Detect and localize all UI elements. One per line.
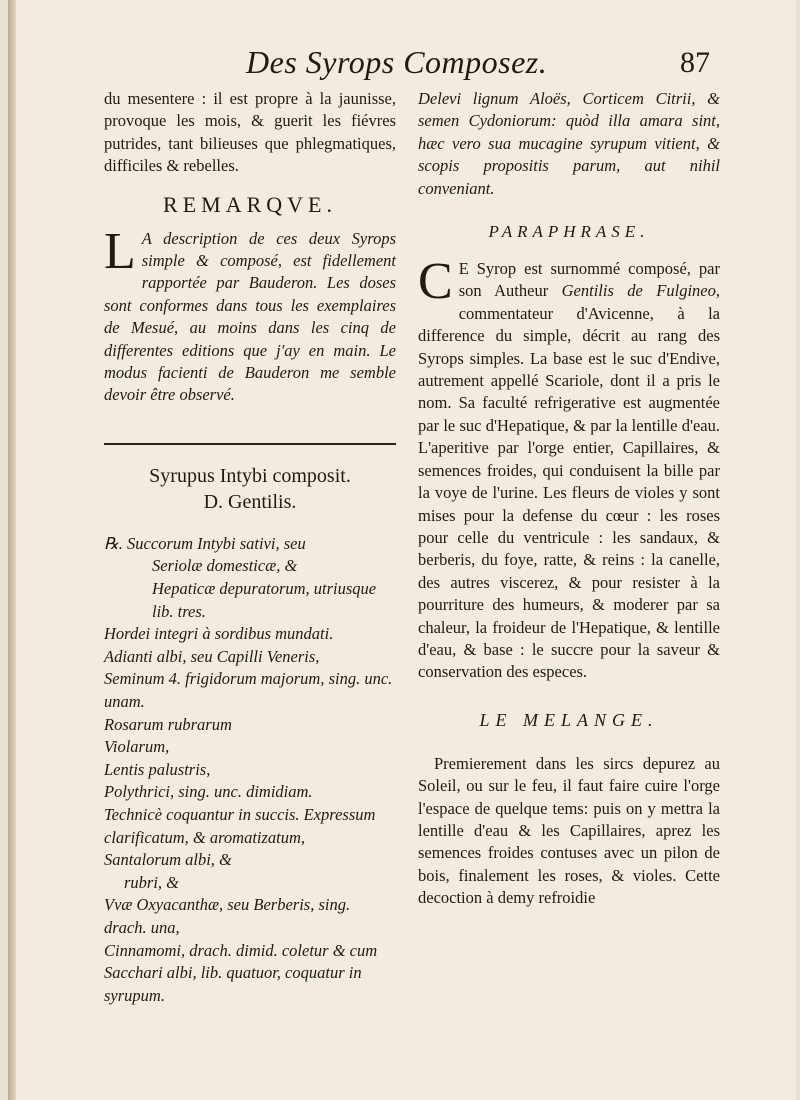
ingredient-line: Seminum 4. frigidorum majorum, sing. unc. unam. xyxy=(104,669,393,712)
ingredient-line: Hepaticæ depuratorum, utriusque lib. tres. xyxy=(152,579,377,621)
remarque-dropcap: L xyxy=(104,222,136,280)
ingredient-line: Adianti albi, seu Capilli Veneris, xyxy=(104,646,320,666)
ingredient-line: Seriolæ domesticæ, & xyxy=(152,556,298,576)
ingredient-line: Santalorum albi, & xyxy=(104,850,232,870)
remarque-text: A description de ces deux Syrops simple & composé, est fidellement rapportée par Bauderon. Les doses sont conformes dans tous les exemplaires de Mesué, au moins dans les cinq de differentes editions que j'ay en main. Le modus facienti de Bauderon me semble devoir être observé. xyxy=(104,228,396,405)
ingredient-line: ℞. Succorum Intybi sativi, seu xyxy=(104,533,306,553)
paraphrase-body: , commentateur d'Avicenne, à la difference du simple, décrit au rang des Syrops simples. La base est le suc d'Endive, autrement appellé Scariole, dont il a pris le nom. Sa faculté refrigerative est augmentée par le suc d'Hepatique, & par la lentille d'eau. L'aperitive par l'orge entier, Capillaires, & semences froides, qui conduisent la bille par la voye de l'urine. Les fleurs de violes y sont mises pour la defense du cœur : les roses pour celle du ventricule : les sandaux, & berberis, du foye, ratte, & reins : la canelle, des autres viscerez, & pour resister à la pourriture des humeurs, & moderer par sa chaleur, la froideur de l'Hepatique, & lentille d'eau, & base : le succre pour la saveur & conservation des especes. xyxy=(418,281,720,682)
page-number: 87 xyxy=(680,46,710,79)
remarque-heading: REMARQVE. xyxy=(163,191,337,217)
ingredient-line: Violarum, xyxy=(104,737,170,757)
book-page xyxy=(8,0,796,1100)
ingredient-line: Technicè coquantur in succis. Expressum clarificatum, & aromatizatum, xyxy=(104,805,376,847)
ingredient-line: Cinnamomi, drach. dimid. coletur & cum xyxy=(104,940,378,960)
paraphrase-heading: PARAPHRASE. xyxy=(488,222,650,242)
ingredient-line: Sacchari albi, lib. quatuor, coquatur in syrupum. xyxy=(104,963,362,1005)
page-header xyxy=(8,44,796,84)
ingredient-line: Polythrici, sing. unc. dimidiam. xyxy=(104,782,313,802)
ingredient-line: Rosarum rubrarum xyxy=(104,714,232,734)
paraphrase-block xyxy=(418,253,720,684)
melange-heading: LE MELANGE. xyxy=(479,709,659,730)
ingredient-line: rubri, & xyxy=(124,872,180,892)
right-column xyxy=(418,88,720,910)
ingredient-line: Lentis palustris, xyxy=(104,759,211,779)
recipe-title xyxy=(104,463,396,515)
left-column xyxy=(104,88,396,1007)
paraphrase-author: Gentilis de Fulgineo xyxy=(561,281,716,301)
running-title: Des Syrops Composez. xyxy=(246,44,548,80)
paraphrase-text xyxy=(418,253,720,684)
right-top-paragraph: Delevi lignum Aloës, Corticem Citrii, & semen Cydoniorum: quòd illa amara sint, hæc vero sua mucagine syrupum vitient, & scopis propositis parum, aut nihil conveniant. xyxy=(418,89,720,198)
left-top-paragraph: du mesentere : il est propre à la jaunisse, provoque les mois, & guerit les fiévres putrides, tant bilieuses que phlegmatiques, difficiles & rebelles. xyxy=(104,89,396,176)
binding-edge xyxy=(8,0,16,1100)
ingredient-line: Hordei integri à sordibus mundati. xyxy=(104,624,334,644)
recipe-title-line-1: Syrupus Intybi composit. xyxy=(149,464,351,487)
paraphrase-dropcap: C xyxy=(418,253,453,311)
melange-text: Premierement dans les sircs depurez au Soleil, ou sur le feu, il faut faire cuire l'orge l'espace de quelque tems: puis on y mettra la lentille d'eau & les Capillaires, aprez les semences froides contuses avec un pilon de bois, finalement les roses, & violes. Cette decoction à demy refroidie xyxy=(418,753,720,908)
paraphrase-lead: E Syrop est surnommé composé, par son Autheur xyxy=(458,259,720,301)
ingredient-list xyxy=(104,533,396,1007)
recipe-title-line-2: D. Gentilis. xyxy=(203,490,297,513)
section-divider xyxy=(104,443,396,445)
remarque-block xyxy=(104,222,396,407)
ingredient-line: Vvæ Oxyacanthæ, seu Berberis, sing. drach. una, xyxy=(104,895,351,937)
